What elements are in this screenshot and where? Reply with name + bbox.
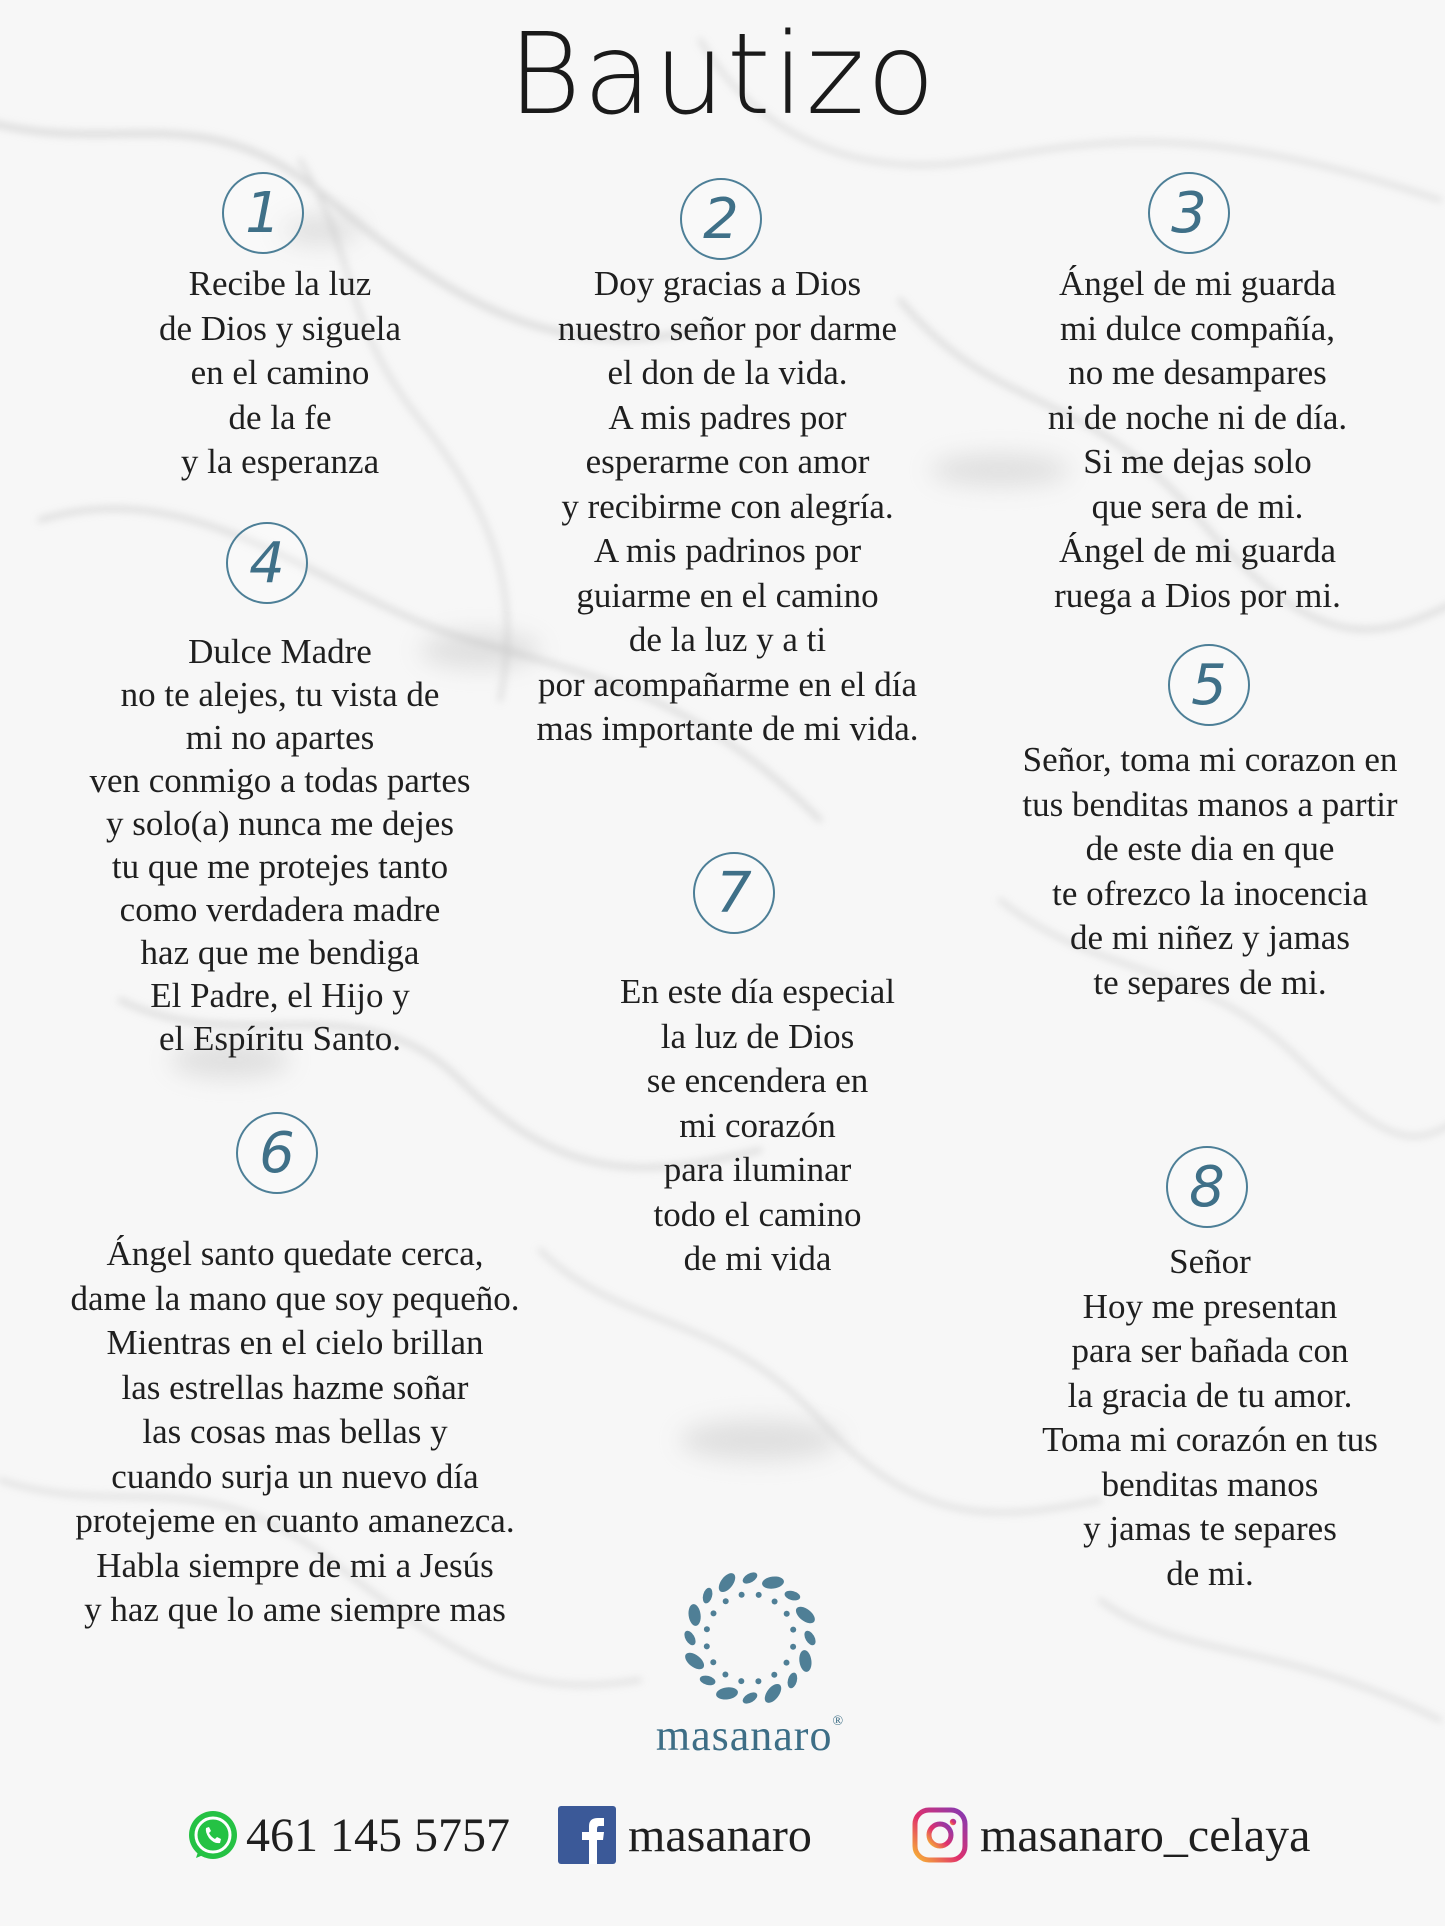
wreath-leaf (682, 1629, 698, 1647)
verse-line: de la fe (228, 397, 332, 437)
wreath-berry (784, 1660, 790, 1666)
section-6-number: 6 (236, 1112, 318, 1194)
section-4-number: 4 (226, 522, 308, 604)
verse-line: guiarme en el camino (576, 575, 879, 615)
verse-line: tus benditas manos a partir (1022, 784, 1398, 824)
section-2-verse (480, 262, 975, 752)
verse-line: de mi. (1166, 1553, 1254, 1593)
verse-line: y haz que lo ame siempre mas (84, 1590, 506, 1629)
verse-line: se encendera en (646, 1061, 869, 1100)
wreath-logo-icon (672, 1560, 828, 1716)
wreath-leaf (762, 1681, 785, 1706)
verse-line: Ángel de mi guarda (1059, 264, 1336, 303)
whatsapp-contact[interactable] (186, 1805, 510, 1865)
verse-line: de Dios y siguela (158, 308, 402, 348)
wreath-berry (722, 1672, 728, 1678)
brand-name-text: masanaro (655, 1711, 833, 1760)
facebook-icon (558, 1806, 616, 1864)
verse-line: y jamas te separes (1083, 1509, 1337, 1548)
verse-line: ni de noche ni de día. (1047, 397, 1348, 437)
verse-line: mi no apartes (185, 718, 375, 757)
verse-line: Dulce Madre (188, 632, 372, 671)
verse-line: Ángel de mi guarda (1059, 531, 1336, 570)
wreath-berry (739, 1592, 745, 1598)
verse-line: En este día especial (619, 972, 895, 1011)
section-2-number: 2 (680, 178, 762, 260)
verse-line: de la luz y a ti (628, 620, 827, 659)
verse-line: que sera de mi. (1091, 486, 1304, 526)
wreath-leaf (798, 1649, 813, 1672)
wreath-berry (771, 1672, 777, 1678)
wreath-leaf (802, 1629, 818, 1647)
verse-line: de este dia en que (1085, 829, 1335, 868)
wreath-berry (784, 1611, 790, 1617)
verse-line: benditas manos (1101, 1464, 1319, 1504)
wreath-leaf (701, 1587, 714, 1605)
verse-line: haz que me bendiga (140, 933, 420, 972)
registered-mark: ® (832, 1714, 845, 1729)
verse-line: Toma mi corazón en tus (1042, 1420, 1378, 1459)
wreath-berry (790, 1627, 796, 1633)
section-3-number: 3 (1148, 172, 1230, 254)
verse-line: Ángel santo quedate cerca, (106, 1234, 484, 1273)
verse-line: ruega a Dios por mi. (1054, 575, 1341, 615)
verse-line: no me desampares (1068, 353, 1327, 392)
verse-line: de mi vida (683, 1239, 832, 1278)
section-4-verse (40, 630, 520, 1060)
section-7-number: 7 (693, 852, 775, 934)
wreath-leaf (793, 1604, 818, 1627)
section-3-verse (1000, 262, 1395, 618)
wreath-leaf (687, 1603, 702, 1626)
whatsapp-icon (186, 1808, 240, 1862)
verse-line: y solo(a) nunca me dejes (106, 804, 454, 843)
verse-line: te ofrezco la inocencia (1052, 873, 1368, 913)
instagram-icon (912, 1807, 968, 1863)
facebook-contact[interactable] (558, 1805, 812, 1865)
section-5-verse (990, 738, 1430, 1005)
brand-name (600, 1710, 900, 1761)
verse-line: nuestro señor por darme (557, 308, 898, 348)
verse-line: para ser bañada con (1071, 1331, 1349, 1370)
section-6-verse (20, 1232, 570, 1633)
verse-line: Habla siempre de mi a Jesús (96, 1545, 494, 1585)
verse-line: el Espíritu Santo. (158, 1019, 402, 1058)
wreath-leaf (699, 1674, 717, 1687)
verse-line: Si me dejas solo (1083, 442, 1312, 481)
wreath-berry (755, 1678, 761, 1684)
section-7-verse (560, 970, 955, 1282)
verse-line: El Padre, el Hijo y (150, 976, 410, 1015)
wreath-berry (772, 1599, 778, 1605)
verse-line: Recibe la luz (188, 264, 372, 303)
wreath-berry (704, 1643, 710, 1649)
verse-line: Señor, toma mi corazon en (1022, 740, 1398, 779)
verse-line: todo el camino (653, 1194, 862, 1234)
instagram-contact[interactable] (912, 1805, 1310, 1865)
wreath-leaf (761, 1575, 784, 1590)
wreath-berry (723, 1598, 729, 1604)
wreath-leaf (741, 1690, 759, 1706)
wreath-berry (710, 1659, 716, 1665)
wreath-berry (756, 1592, 762, 1598)
verse-line: mi dulce compañía, (1059, 308, 1336, 348)
verse-line: dame la mano que soy pequeño. (70, 1278, 520, 1318)
section-5-number: 5 (1168, 644, 1250, 726)
verse-line: y la esperanza (180, 442, 380, 481)
facebook-handle[interactable]: masanaro (628, 1808, 812, 1862)
wreath-leaf (741, 1570, 759, 1586)
verse-line: el don de la vida. (607, 353, 848, 392)
wreath-leaf (786, 1672, 799, 1690)
verse-line: como verdadera madre (119, 890, 441, 929)
verse-line: y recibirme con alegría. (561, 486, 894, 526)
verse-line: en el camino (190, 353, 370, 392)
wreath-berry (790, 1644, 796, 1650)
verse-line: ven conmigo a todas partes (89, 761, 471, 800)
verse-line: mi corazón (679, 1105, 836, 1145)
verse-line: para iluminar (663, 1150, 852, 1189)
verse-line: Doy gracias a Dios (593, 264, 862, 303)
verse-line: por acompañarme en el día (538, 664, 917, 704)
wreath-leaf (716, 1570, 739, 1595)
wreath-leaf (784, 1589, 802, 1602)
verse-line: no te alejes, tu vista de (120, 675, 440, 714)
verse-line: Hoy me presentan (1082, 1286, 1338, 1326)
verse-line: te separes de mi. (1093, 962, 1327, 1002)
verse-line: la gracia de tu amor. (1067, 1375, 1353, 1415)
verse-line: las estrellas hazme soñar (121, 1367, 469, 1407)
page-title: Bautizo (507, 10, 938, 140)
section-8-verse (1000, 1240, 1420, 1596)
section-8-number: 8 (1166, 1146, 1248, 1228)
verse-line: la luz de Dios (660, 1016, 855, 1056)
verse-line: Mientras en el cielo brillan (106, 1323, 484, 1362)
verse-line: A mis padres por (608, 397, 847, 437)
verse-line: A mis padrinos por (593, 531, 862, 570)
verse-line: esperarme con amor (585, 442, 870, 481)
verse-line: protejeme en cuanto amanezca. (75, 1501, 515, 1540)
wreath-leaf (715, 1686, 738, 1701)
verse-line: tu que me protejes tanto (111, 847, 449, 886)
verse-line: Señor (1169, 1242, 1251, 1281)
wreath-leaf (682, 1650, 707, 1673)
instagram-handle[interactable]: masanaro_celaya (980, 1808, 1311, 1862)
verse-line: de mi niñez y jamas (1070, 918, 1350, 957)
section-1-number: 1 (222, 172, 304, 254)
wreath-berry (711, 1610, 717, 1616)
section-1-verse (100, 262, 460, 485)
wreath-berry (738, 1678, 744, 1684)
verse-line: cuando surja un nuevo día (111, 1456, 479, 1496)
wreath-berry (704, 1626, 710, 1632)
phone-number[interactable]: 461 145 5757 (246, 1808, 510, 1862)
verse-line: mas importante de mi vida. (536, 709, 919, 748)
verse-line: las cosas mas bellas y (142, 1412, 448, 1451)
